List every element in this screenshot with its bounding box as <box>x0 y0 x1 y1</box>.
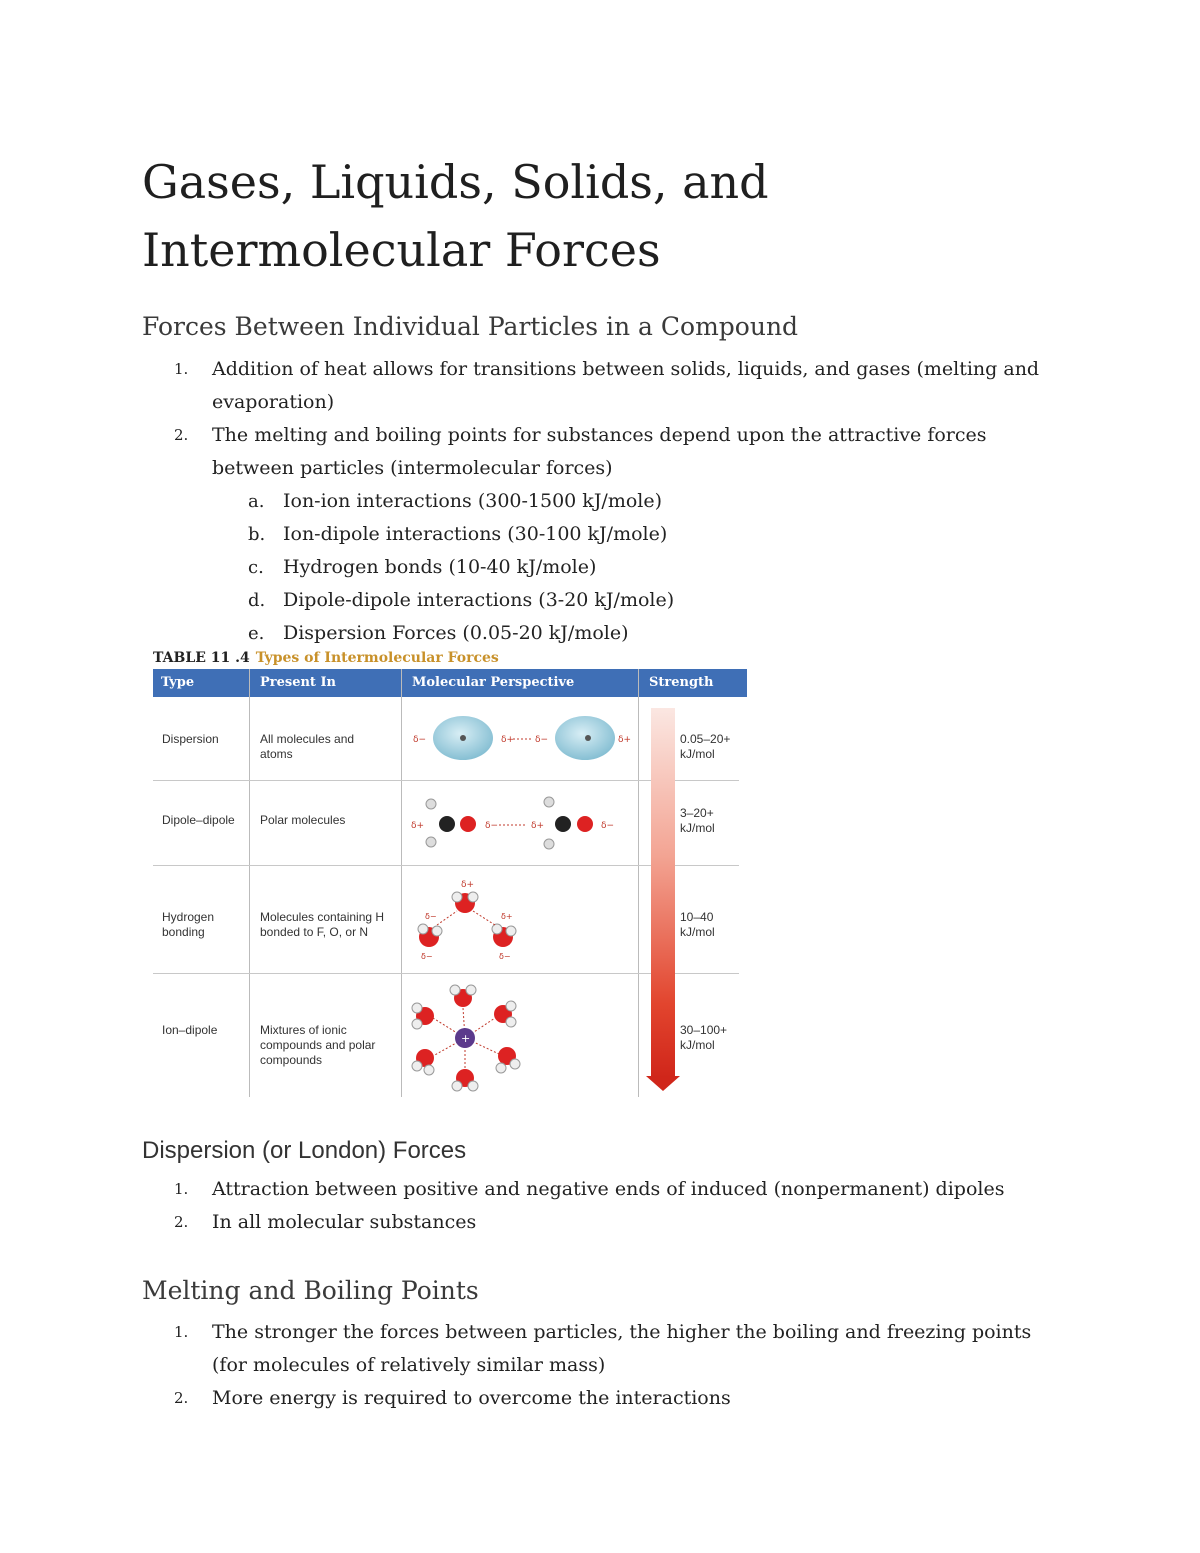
table-caption-title: Types of Intermolecular Forces <box>255 650 499 666</box>
row-strength: 30–100+ kJ/mol <box>680 1023 728 1052</box>
list-text: Ion-ion interactions (300-1500 kJ/mole) <box>283 490 663 512</box>
partial-positive-label: δ+ <box>461 880 475 890</box>
partial-negative-label: δ− <box>485 821 499 831</box>
row-strength: 0.05–20+ kJ/mol <box>680 732 731 761</box>
list-item <box>142 1206 1042 1239</box>
row-present-in: All molecules and atoms <box>260 732 355 761</box>
hydrogen-bonding-illustration <box>403 867 637 972</box>
column-divider <box>638 669 639 1097</box>
row-strength: 3–20+ kJ/mol <box>680 806 715 835</box>
partial-negative-label: δ− <box>413 735 427 745</box>
list-letter: e. <box>248 623 265 644</box>
row-present-in: Molecules containing H bonded to F, O, or N <box>260 910 385 939</box>
forces-list <box>142 353 1042 650</box>
list-number: 1. <box>174 1323 189 1341</box>
sub-list <box>142 485 1042 650</box>
list-text: Addition of heat allows for transitions between solids, liquids, and gases (melting and evaporation) <box>212 358 1040 413</box>
list-item <box>142 551 1042 584</box>
intermolecular-forces-table <box>150 648 762 1100</box>
strength-arrow-head <box>646 1076 680 1091</box>
table-caption-label: TABLE 11 .4 <box>153 650 250 666</box>
table-header-row <box>153 669 747 697</box>
list-number: 1. <box>174 360 189 378</box>
section-heading-melting: Melting and Boiling Points <box>142 1276 479 1305</box>
page-title: Gases, Liquids, Solids, and Intermolecular Forces <box>142 155 769 277</box>
list-item <box>142 617 1042 650</box>
row-type: Hydrogen bonding <box>162 910 215 939</box>
list-letter: a. <box>248 491 265 512</box>
list-text: The melting and boiling points for substances depend upon the attractive forces between particles (intermolecular forces) <box>212 424 987 479</box>
dispersion-list <box>142 1173 1042 1239</box>
list-text: Attraction between positive and negative ends of induced (nonpermanent) dipoles <box>212 1178 1005 1200</box>
list-item <box>142 1382 1042 1415</box>
row-type: Ion–dipole <box>162 1023 218 1037</box>
partial-positive-label: δ+ <box>531 821 545 831</box>
list-text: Dispersion Forces (0.05-20 kJ/mole) <box>283 622 629 644</box>
column-divider <box>249 669 250 1097</box>
partial-positive-label: δ+ <box>501 912 513 921</box>
list-item <box>142 584 1042 617</box>
list-letter: b. <box>248 524 266 545</box>
list-letter: d. <box>248 590 266 611</box>
row-type: Dispersion <box>162 732 219 746</box>
list-text: Dipole-dipole interactions (3-20 kJ/mole) <box>283 589 675 611</box>
row-present-in: Polar molecules <box>260 813 346 827</box>
column-divider <box>401 669 402 1097</box>
list-text: The stronger the forces between particles, the higher the boiling and freezing points (for molecules of relatively similar mass) <box>212 1321 1032 1376</box>
table-caption <box>153 650 499 666</box>
row-present-in: Mixtures of ionic compounds and polar compounds <box>260 1023 376 1067</box>
header-molecular-perspective: Molecular Perspective <box>412 675 575 690</box>
list-number: 1. <box>174 1180 189 1198</box>
dispersion-illustration <box>403 700 637 780</box>
list-item <box>142 419 1042 485</box>
list-number: 2. <box>174 1389 189 1407</box>
header-type: Type <box>161 675 195 690</box>
list-number: 2. <box>174 426 189 444</box>
partial-negative-label: δ− <box>499 952 511 961</box>
melting-list <box>142 1316 1042 1415</box>
row-type: Dipole–dipole <box>162 813 235 827</box>
list-item <box>142 518 1042 551</box>
section-heading-forces: Forces Between Individual Particles in a Compound <box>142 312 799 341</box>
list-text: In all molecular substances <box>212 1211 477 1233</box>
list-text: Hydrogen bonds (10-40 kJ/mole) <box>283 556 597 578</box>
list-letter: c. <box>248 557 264 578</box>
partial-negative-label: δ− <box>535 735 549 745</box>
partial-positive-label: δ+ <box>411 821 425 831</box>
cation-label: + <box>461 1032 471 1045</box>
section-heading-dispersion: Dispersion (or London) Forces <box>142 1137 467 1164</box>
partial-negative-label: δ− <box>421 952 433 961</box>
list-text: Ion-dipole interactions (30-100 kJ/mole) <box>283 523 668 545</box>
list-item <box>142 485 1042 518</box>
partial-negative-label: δ− <box>425 912 437 921</box>
row-strength: 10–40 kJ/mol <box>680 910 715 939</box>
partial-positive-label: δ+ <box>501 735 515 745</box>
list-number: 2. <box>174 1213 189 1231</box>
header-present-in: Present In <box>260 675 337 690</box>
list-item <box>142 1316 1042 1382</box>
list-item <box>142 1173 1042 1206</box>
ion-dipole-illustration <box>403 976 637 1098</box>
partial-negative-label: δ− <box>601 821 615 831</box>
list-item <box>142 353 1042 419</box>
partial-positive-label: δ+ <box>618 735 632 745</box>
strength-arrow <box>651 708 675 1078</box>
list-text: More energy is required to overcome the interactions <box>212 1387 731 1409</box>
dipole-dipole-illustration <box>403 782 637 864</box>
header-strength: Strength <box>649 675 714 690</box>
